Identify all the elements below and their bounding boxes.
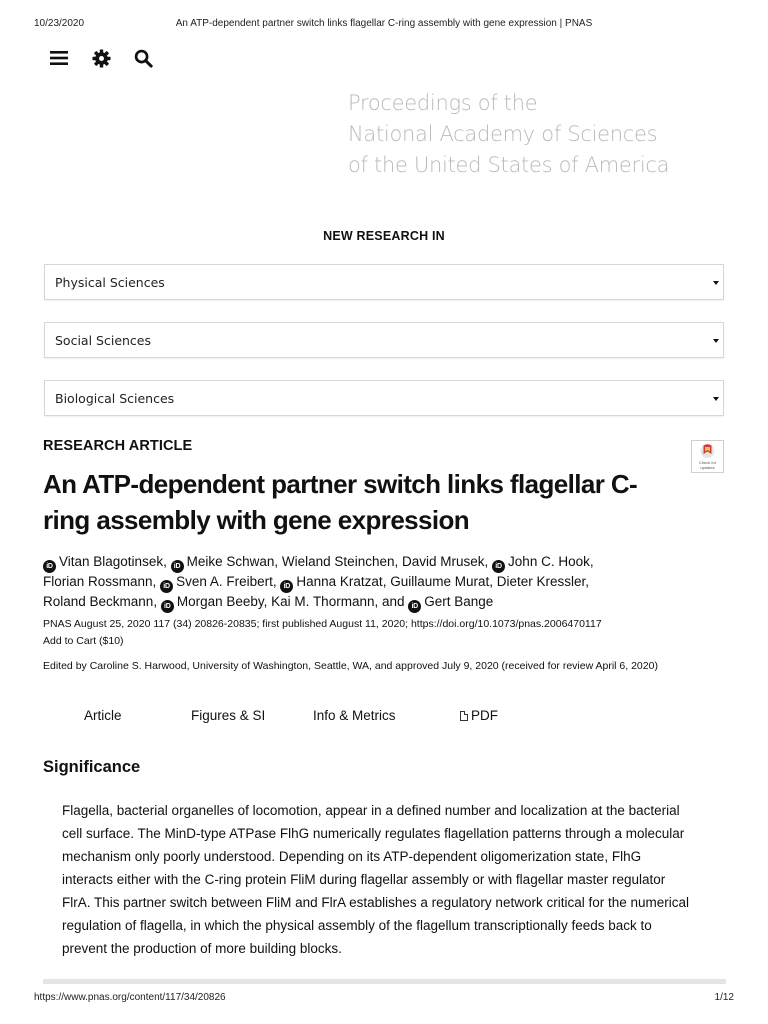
author-name[interactable]: Wieland Steinchen — [281, 554, 395, 569]
author-separator: , — [489, 574, 497, 589]
author-separator: , — [263, 594, 272, 609]
author — [497, 574, 589, 589]
author-separator: , — [589, 554, 594, 569]
edited-by: Edited by Caroline S. Harwood, University of Washington, Seattle, WA, and approved July 9, 2020 (received for review April 6, 2020) — [43, 660, 658, 672]
orcid-icon[interactable]: iD — [492, 560, 505, 573]
author-name[interactable]: Kai M. Thormann — [271, 594, 375, 609]
author-name[interactable]: Guillaume Murat — [390, 574, 490, 589]
add-to-cart-link[interactable]: Add to Cart ($10) — [43, 635, 124, 647]
journal-name-line: of the United States of America — [348, 153, 670, 177]
print-url: https://www.pnas.org/content/117/34/20826 — [34, 992, 226, 1003]
significance-line: prevent the production of more building blocks. — [62, 941, 342, 956]
significance-line: FlrA. This partner switch between FliM and FlrA establishes a regulatory network critical for the numerical — [62, 895, 689, 910]
caret-down-icon — [713, 281, 719, 285]
author-separator: , — [152, 574, 161, 589]
author-name[interactable]: David Mrusek — [402, 554, 485, 569]
print-doc-title: An ATP-dependent partner switch links flagellar C-ring assembly with gene expression | PNAS — [175, 18, 593, 29]
author-name[interactable]: Gert Bange — [424, 594, 494, 609]
journal-logo-text[interactable] — [348, 88, 728, 181]
menu-icon[interactable] — [48, 47, 70, 69]
print-date: 10/23/2020 — [34, 18, 85, 29]
author — [161, 594, 271, 609]
author-name[interactable]: Vitan Blagotinsek — [59, 554, 164, 569]
citation: PNAS August 25, 2020 117 (34) 20826-20835; first published August 11, 2020; https://doi.org/10.1073/pnas.2006470117 — [43, 618, 602, 630]
print-footer — [34, 992, 734, 1006]
caret-down-icon — [713, 397, 719, 401]
author — [171, 554, 282, 569]
orcid-icon[interactable]: iD — [280, 580, 293, 593]
author-name[interactable]: John C. Hook — [508, 554, 590, 569]
author-separator: , — [382, 574, 391, 589]
author — [402, 554, 492, 569]
article-type: RESEARCH ARTICLE — [43, 438, 193, 454]
author-separator: , — [585, 574, 590, 589]
author-list — [43, 553, 683, 613]
document-icon — [460, 711, 468, 721]
new-research-heading: NEW RESEARCH IN — [323, 229, 445, 243]
significance-heading: Significance — [43, 758, 141, 776]
author — [390, 574, 497, 589]
select-label: Biological Sciences — [55, 391, 175, 406]
author-name[interactable]: Florian Rossmann — [43, 574, 153, 589]
orcid-icon[interactable]: iD — [408, 600, 421, 613]
author-separator: , — [153, 594, 161, 609]
print-header — [34, 18, 734, 32]
author-separator: , and — [374, 594, 409, 609]
author-separator: , — [163, 554, 171, 569]
author — [43, 554, 171, 569]
author — [282, 554, 402, 569]
caret-down-icon — [713, 339, 719, 343]
author — [43, 594, 161, 609]
tab-pdf-label: PDF — [471, 708, 498, 723]
author-name[interactable]: Meike Schwan — [186, 554, 275, 569]
author-name[interactable]: Roland Beckmann — [43, 594, 154, 609]
significance-line: interacts either with the C-ring protein FliM during flagellar assembly or with flagellar master regulator — [62, 872, 666, 887]
check-for-updates-badge[interactable] — [691, 440, 724, 473]
select-physical-sciences[interactable] — [44, 264, 724, 300]
significance-line: cell surface. The MinD-type ATPase FlhG numerically regulates flagellation patterns through a molecular — [62, 826, 685, 841]
select-label: Social Sciences — [55, 333, 152, 348]
significance-text — [62, 799, 714, 960]
gear-icon[interactable] — [90, 47, 112, 69]
author-separator: , — [272, 574, 281, 589]
check-updates-label: Check for updates — [698, 460, 717, 470]
journal-name-line: Proceedings of the — [348, 91, 538, 115]
author — [160, 574, 280, 589]
orcid-icon[interactable]: iD — [161, 600, 174, 613]
select-social-sciences[interactable] — [44, 322, 724, 358]
author-name[interactable]: Sven A. Freibert — [176, 574, 273, 589]
author — [280, 574, 390, 589]
toolbar — [48, 46, 154, 70]
tab-article[interactable]: Article — [84, 708, 122, 723]
tab-figures-si[interactable]: Figures & SI — [191, 708, 266, 723]
significance-line: regulation of flagella, in which the physical assembly of the flagellum transcriptionally feeds back to — [62, 918, 652, 933]
journal-name-line: National Academy of Sciences — [348, 122, 658, 146]
orcid-icon[interactable]: iD — [171, 560, 184, 573]
author — [271, 594, 408, 609]
author-separator: , — [484, 554, 493, 569]
author — [43, 574, 160, 589]
section-divider — [43, 979, 726, 984]
significance-line: mechanism only poorly understood. Depending on its ATP-dependent oligomerization state, FlhG — [62, 849, 642, 864]
tab-info-metrics[interactable]: Info & Metrics — [313, 708, 396, 723]
significance-line: Flagella, bacterial organelles of locomotion, appear in a defined number and localization at the bacterial — [62, 803, 680, 818]
author-separator: , — [394, 554, 402, 569]
orcid-icon[interactable]: iD — [160, 580, 173, 593]
article-tabs — [0, 708, 768, 726]
author-name[interactable]: Dieter Kressler — [496, 574, 586, 589]
select-biological-sciences[interactable] — [44, 380, 724, 416]
print-page-number: 1/12 — [714, 992, 734, 1003]
author-name[interactable]: Hanna Kratzat — [296, 574, 383, 589]
author-separator: , — [274, 554, 282, 569]
author — [408, 594, 493, 609]
orcid-icon[interactable]: iD — [43, 560, 56, 573]
crossmark-icon — [692, 441, 723, 461]
article-title: An ATP-dependent partner switch links flagellar C-ring assembly with gene expression — [43, 469, 638, 535]
tab-pdf[interactable] — [460, 708, 498, 723]
select-label: Physical Sciences — [55, 275, 165, 290]
search-icon[interactable] — [132, 47, 154, 69]
author-name[interactable]: Morgan Beeby — [176, 594, 264, 609]
author — [492, 554, 594, 569]
